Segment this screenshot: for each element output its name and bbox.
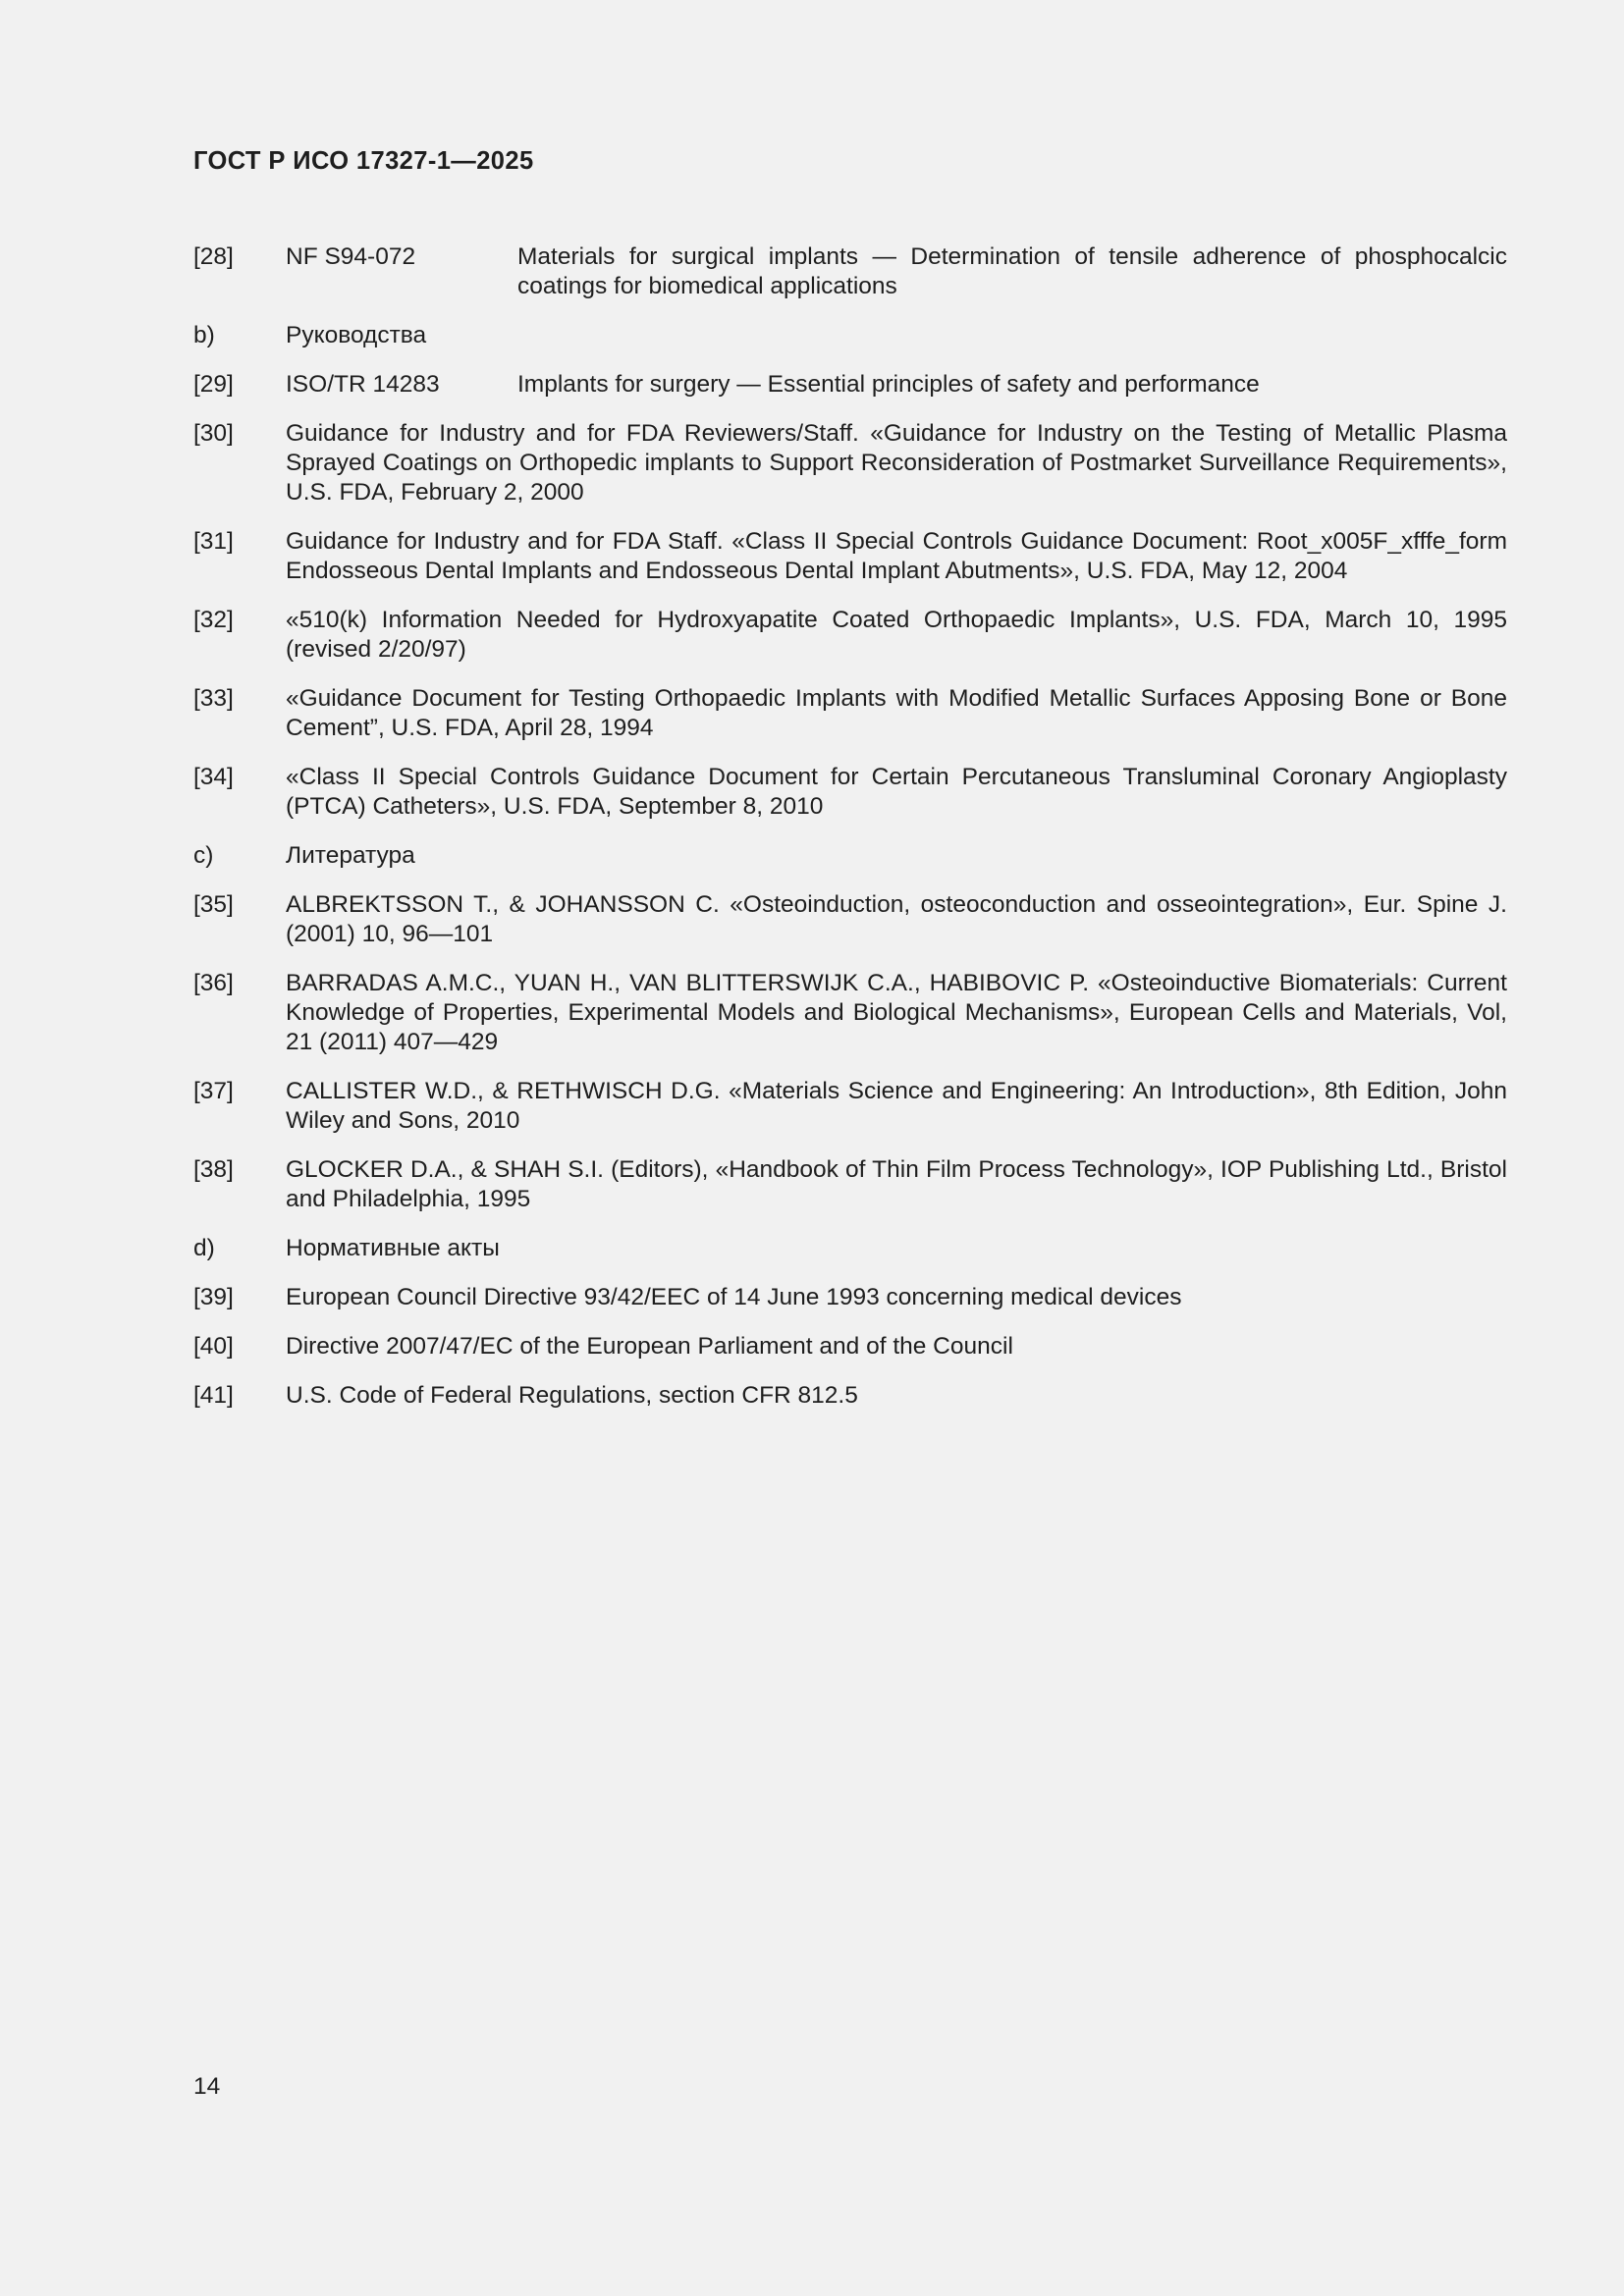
bibliography-list bbox=[193, 242, 1507, 1430]
section-letter: d) bbox=[193, 1235, 215, 1261]
bibliography-entry bbox=[193, 890, 1507, 949]
entry-text: «510(k) Information Needed for Hydroxyapatite Coated Orthopaedic Implants», U.S. FDA, March 10, 1995 (revised 2/20/97) bbox=[286, 607, 1507, 663]
bibliography-entry bbox=[193, 1381, 1507, 1411]
entry-text: ALBREKTSSON T., & JOHANSSON C. «Osteoinduction, osteoconduction and osseointegration», Eur. Spine J. (2001) 10, 96—101 bbox=[286, 891, 1507, 947]
entry-number: [29] bbox=[193, 371, 234, 398]
entry-number: [31] bbox=[193, 528, 234, 555]
bibliography-entry bbox=[193, 1077, 1507, 1136]
entry-number: [40] bbox=[193, 1333, 234, 1360]
document-designation: ГОСТ Р ИСО 17327-1—2025 bbox=[193, 147, 534, 175]
bibliography-entry bbox=[193, 1155, 1507, 1214]
section-heading bbox=[193, 841, 1507, 871]
entry-number: [36] bbox=[193, 970, 234, 996]
entry-text: Guidance for Industry and for FDA Staff. «Class II Special Controls Guidance Document: Root_x005F_xfffe_form Endosseous Dental Implants and Endosseous Dental Implant Abutments», U.S. FDA, May 12, 2004 bbox=[286, 528, 1507, 584]
entry-text: Guidance for Industry and for FDA Reviewers/Staff. «Guidance for Industry on the Testing of Metallic Plasma Sprayed Coatings on Orthopedic implants to Support Reconsideration of Postmarket Surveillance Requirements», U.S. FDA, February 2, 2000 bbox=[286, 420, 1507, 506]
bibliography-entry bbox=[193, 684, 1507, 743]
section-heading bbox=[193, 1234, 1507, 1263]
entry-text: «Guidance Document for Testing Orthopaedic Implants with Modified Metallic Surfaces Apposing Bone or Bone Cement”, U.S. FDA, April 28, 1994 bbox=[286, 685, 1507, 741]
bibliography-entry bbox=[193, 242, 1507, 301]
entry-number: [37] bbox=[193, 1078, 234, 1104]
entry-number: [33] bbox=[193, 685, 234, 712]
entry-text: CALLISTER W.D., & RETHWISCH D.G. «Materials Science and Engineering: An Introduction», 8th Edition, John Wiley and Sons, 2010 bbox=[286, 1078, 1507, 1134]
entry-text: BARRADAS A.M.C., YUAN H., VAN BLITTERSWIJK C.A., HABIBOVIC P. «Osteoinductive Biomaterials: Current Knowledge of Properties, Experimental Models and Biological Mechanisms», European Cells and Materials, Vol, 21 (2011) 407—429 bbox=[286, 970, 1507, 1055]
bibliography-entry bbox=[193, 1283, 1507, 1312]
bibliography-entry bbox=[193, 969, 1507, 1057]
section-letter: b) bbox=[193, 322, 215, 348]
bibliography-entry bbox=[193, 419, 1507, 507]
bibliography-entry bbox=[193, 1332, 1507, 1362]
section-title: Литература bbox=[286, 842, 415, 869]
entry-text: Directive 2007/47/EC of the European Parliament and of the Council bbox=[286, 1333, 1013, 1360]
bibliography-entry bbox=[193, 763, 1507, 822]
entry-number: [38] bbox=[193, 1156, 234, 1183]
section-letter: c) bbox=[193, 842, 214, 869]
bibliography-entry bbox=[193, 606, 1507, 665]
section-title: Нормативные акты bbox=[286, 1235, 500, 1261]
entry-number: [35] bbox=[193, 891, 234, 918]
entry-number: [32] bbox=[193, 607, 234, 633]
entry-number: [28] bbox=[193, 243, 234, 270]
section-title: Руководства bbox=[286, 322, 427, 348]
standard-code: NF S94-072 bbox=[286, 243, 416, 270]
entry-text: GLOCKER D.A., & SHAH S.I. (Editors), «Handbook of Thin Film Process Technology», IOP Publishing Ltd., Bristol and Philadelphia, 1995 bbox=[286, 1156, 1507, 1212]
entry-text: Implants for surgery — Essential principles of safety and performance bbox=[517, 371, 1260, 398]
entry-number: [34] bbox=[193, 764, 234, 790]
entry-number: [30] bbox=[193, 420, 234, 447]
entry-number: [39] bbox=[193, 1284, 234, 1310]
section-heading bbox=[193, 321, 1507, 350]
page-number: 14 bbox=[193, 2073, 221, 2100]
standard-code: ISO/TR 14283 bbox=[286, 371, 440, 398]
entry-text: European Council Directive 93/42/EEC of 14 June 1993 concerning medical devices bbox=[286, 1284, 1182, 1310]
entry-text: Materials for surgical implants — Determination of tensile adherence of phosphocalcic coatings for biomedical applications bbox=[517, 243, 1507, 299]
entry-text: «Class II Special Controls Guidance Document for Certain Percutaneous Transluminal Coronary Angioplasty (PTCA) Catheters», U.S. FDA, September 8, 2010 bbox=[286, 764, 1507, 820]
bibliography-entry bbox=[193, 527, 1507, 586]
entry-number: [41] bbox=[193, 1382, 234, 1409]
bibliography-entry bbox=[193, 370, 1507, 400]
entry-text: U.S. Code of Federal Regulations, section CFR 812.5 bbox=[286, 1382, 858, 1409]
